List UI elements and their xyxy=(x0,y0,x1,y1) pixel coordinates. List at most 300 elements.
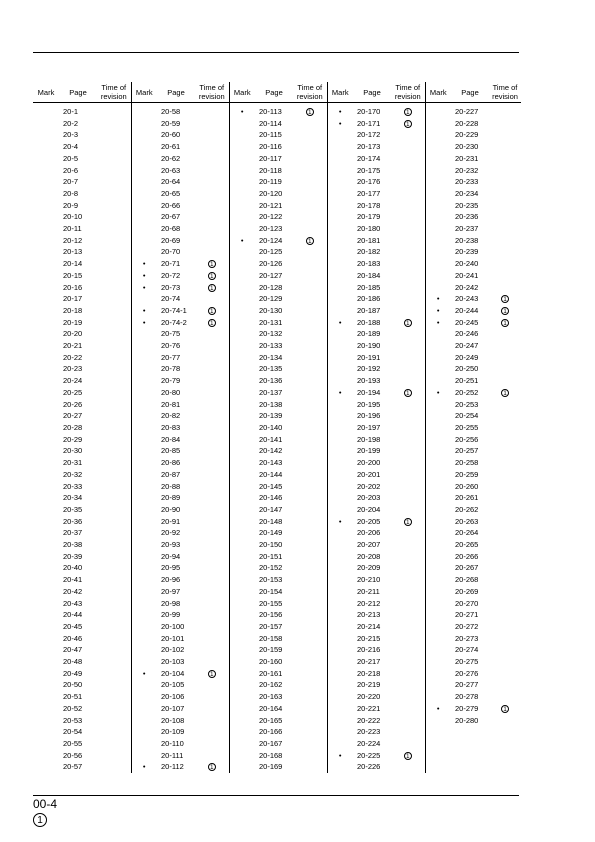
page-cell: 20-85 xyxy=(161,446,181,456)
page-cell: 20-186 xyxy=(357,294,381,304)
revision-cell xyxy=(391,434,425,446)
mark-cell xyxy=(33,539,59,551)
page-cell: 20-71 xyxy=(161,259,181,269)
mark-cell xyxy=(33,586,59,598)
page-cell: 20-206 xyxy=(357,528,381,538)
page-cell: 20-175 xyxy=(357,165,381,175)
revision-cell xyxy=(293,176,327,188)
page-cell: 20-95 xyxy=(161,563,181,573)
revision-cell xyxy=(97,200,131,212)
mark-cell xyxy=(327,469,353,481)
mark-cell xyxy=(33,129,59,141)
mark-cell xyxy=(33,609,59,621)
mark-cell xyxy=(425,176,451,188)
table-row xyxy=(33,422,521,434)
revision-cell xyxy=(195,726,229,738)
table-row xyxy=(33,282,521,294)
revision-cell xyxy=(391,399,425,411)
table-row xyxy=(33,574,521,586)
revision-cell xyxy=(293,293,327,305)
table-row xyxy=(33,328,521,340)
revision-cell xyxy=(195,551,229,563)
revision-cell xyxy=(195,668,229,680)
page-cell: 20-194 xyxy=(357,387,381,397)
revision-cell xyxy=(391,282,425,294)
page-cell: 20-88 xyxy=(161,481,181,491)
mark-cell xyxy=(327,691,353,703)
revision-cell xyxy=(195,445,229,457)
revision-cell xyxy=(195,375,229,387)
mark-cell xyxy=(425,668,451,680)
page-cell: 20-219 xyxy=(357,680,381,690)
page-cell: 20-162 xyxy=(259,680,283,690)
page-cell: 20-102 xyxy=(161,645,185,655)
page-cell: 20-123 xyxy=(259,224,283,234)
revision-cell xyxy=(293,103,327,118)
mark-cell xyxy=(131,574,157,586)
page-cell: 20-182 xyxy=(357,247,381,257)
revision-cell xyxy=(391,551,425,563)
revision-cell xyxy=(97,141,131,153)
mark-cell xyxy=(327,586,353,598)
revision-cell xyxy=(195,750,229,762)
revision-cell xyxy=(195,621,229,633)
mark-cell xyxy=(229,422,255,434)
revision-cell xyxy=(489,633,521,645)
page-cell: 20-151 xyxy=(259,551,283,561)
mark-cell xyxy=(33,516,59,528)
mark-cell xyxy=(33,352,59,364)
mark-cell xyxy=(229,141,255,153)
mark-cell xyxy=(425,235,451,247)
revision-cell xyxy=(489,492,521,504)
page-cell: 20-2 xyxy=(63,118,79,128)
page-cell: 20-33 xyxy=(63,481,83,491)
page-cell: 20-17 xyxy=(63,294,83,304)
table-row xyxy=(33,317,521,329)
page-cell: 20-204 xyxy=(357,504,381,514)
mark-cell xyxy=(131,633,157,645)
page-cell: 20-52 xyxy=(63,703,83,713)
mark-cell xyxy=(131,141,157,153)
page-cell: 20-54 xyxy=(63,727,83,737)
table-row xyxy=(33,188,521,200)
revision-cell xyxy=(489,562,521,574)
page-cell: 20-141 xyxy=(259,434,283,444)
page-cell: 20-44 xyxy=(63,610,83,620)
mark-cell xyxy=(131,153,157,165)
revision-cell xyxy=(489,422,521,434)
table-row xyxy=(33,399,521,411)
revision-cell xyxy=(97,574,131,586)
page-cell: 20-165 xyxy=(259,715,283,725)
revision-cell xyxy=(195,270,229,282)
mark-cell xyxy=(131,223,157,235)
mark-cell xyxy=(425,738,451,750)
page-cell: 20-262 xyxy=(455,504,479,514)
page-cell: 20-128 xyxy=(259,282,283,292)
mark-cell xyxy=(425,399,451,411)
mark-cell xyxy=(425,246,451,258)
mark-cell xyxy=(425,691,451,703)
revision-cell xyxy=(391,153,425,165)
page-cell: 20-247 xyxy=(455,341,479,351)
revision-cell xyxy=(195,761,229,773)
mark-cell xyxy=(33,492,59,504)
table-row xyxy=(33,668,521,680)
mark-cell xyxy=(131,656,157,668)
mark-cell xyxy=(131,457,157,469)
mark-cell xyxy=(425,457,451,469)
page-cell: 20-201 xyxy=(357,469,381,479)
page-cell: 20-3 xyxy=(63,130,79,140)
mark-cell xyxy=(425,562,451,574)
mark-cell xyxy=(425,609,451,621)
mark-cell xyxy=(229,258,255,270)
table-row xyxy=(33,481,521,493)
page-cell: 20-239 xyxy=(455,247,479,257)
mark-cell xyxy=(33,176,59,188)
revision-cell xyxy=(391,691,425,703)
page-cell: 20-38 xyxy=(63,540,83,550)
mark-cell xyxy=(131,340,157,352)
table-row xyxy=(33,153,521,165)
page-cell: 20-146 xyxy=(259,493,283,503)
page-cell: 20-68 xyxy=(161,224,181,234)
mark-cell xyxy=(229,574,255,586)
mark-cell xyxy=(425,492,451,504)
page-cell: 20-244 xyxy=(455,305,479,315)
mark-cell xyxy=(229,715,255,727)
mark-cell xyxy=(327,293,353,305)
page-cell: 20-74 xyxy=(161,294,181,304)
revision-cell xyxy=(489,598,521,610)
mark-cell xyxy=(33,750,59,762)
page-cell: 20-246 xyxy=(455,329,479,339)
page-cell: 20-238 xyxy=(455,235,479,245)
page-cell: 20-19 xyxy=(63,317,83,327)
mark-cell xyxy=(425,211,451,223)
page-cell: 20-161 xyxy=(259,668,283,678)
page-cell: 20-100 xyxy=(161,621,185,631)
page-cell: 20-136 xyxy=(259,376,283,386)
header-time-line1: Time of xyxy=(297,83,323,92)
page-cell: 20-274 xyxy=(455,645,479,655)
revision-cell xyxy=(391,375,425,387)
page-cell: 20-137 xyxy=(259,387,283,397)
revision-cell xyxy=(391,235,425,247)
mark-cell xyxy=(327,644,353,656)
page-cell: 20-36 xyxy=(63,516,83,526)
page-cell: 20-15 xyxy=(63,270,83,280)
mark-cell: • xyxy=(436,305,440,315)
page-cell: 20-30 xyxy=(63,446,83,456)
mark-cell xyxy=(229,363,255,375)
revision-cell xyxy=(195,103,229,118)
page-cell: 20-84 xyxy=(161,434,181,444)
page-cell: 20-158 xyxy=(259,633,283,643)
page-cell: 20-119 xyxy=(259,177,282,187)
mark-cell xyxy=(327,445,353,457)
revision-circle: 1 xyxy=(306,108,314,116)
page-cell: 20-112 xyxy=(161,762,184,772)
mark-cell xyxy=(131,387,157,399)
mark-cell xyxy=(229,375,255,387)
mark-cell: • xyxy=(142,762,146,772)
revision-cell xyxy=(97,457,131,469)
page-cell: 20-178 xyxy=(357,200,381,210)
revision-cell xyxy=(391,621,425,633)
revision-cell xyxy=(195,679,229,691)
mark-cell xyxy=(229,305,255,317)
table-row xyxy=(33,586,521,598)
revision-cell xyxy=(489,656,521,668)
page-cell: 20-83 xyxy=(161,422,181,432)
page-cell: 20-242 xyxy=(455,282,479,292)
revision-cell xyxy=(489,726,521,738)
page-cell: 20-190 xyxy=(357,341,381,351)
table-row xyxy=(33,200,521,212)
mark-cell xyxy=(131,738,157,750)
mark-cell xyxy=(229,621,255,633)
mark-cell xyxy=(229,586,255,598)
mark-cell xyxy=(33,527,59,539)
revision-cell xyxy=(489,153,521,165)
revision-cell xyxy=(293,726,327,738)
page-cell: 20-14 xyxy=(63,259,83,269)
page-cell: 20-97 xyxy=(161,586,181,596)
mark-cell xyxy=(33,434,59,446)
mark-cell xyxy=(131,469,157,481)
mark-cell xyxy=(229,340,255,352)
page-cell: 20-233 xyxy=(455,177,479,187)
page-cell: 20-184 xyxy=(357,270,381,280)
page-cell: 20-145 xyxy=(259,481,283,491)
page-cell: 20-143 xyxy=(259,458,283,468)
revision-cell xyxy=(97,481,131,493)
revision-cell xyxy=(195,481,229,493)
page-cell: 20-124 xyxy=(259,235,283,245)
page-cell: 20-234 xyxy=(455,188,479,198)
revision-cell xyxy=(489,703,521,715)
page-cell: 20-39 xyxy=(63,551,83,561)
table-row xyxy=(33,738,521,750)
mark-cell xyxy=(131,539,157,551)
revision-cell xyxy=(97,293,131,305)
header-time-line2: revision xyxy=(492,92,518,101)
revision-cell xyxy=(97,223,131,235)
mark-cell xyxy=(425,141,451,153)
mark-cell: • xyxy=(338,118,342,128)
revision-cell xyxy=(195,211,229,223)
revision-cell xyxy=(391,422,425,434)
mark-cell xyxy=(327,492,353,504)
revision-cell xyxy=(391,761,425,773)
page-cell: 20-168 xyxy=(259,750,283,760)
revision-cell xyxy=(293,305,327,317)
mark-cell xyxy=(425,481,451,493)
revision-cell xyxy=(293,703,327,715)
table-row xyxy=(33,691,521,703)
table-row xyxy=(33,516,521,528)
revision-cell xyxy=(391,539,425,551)
page-cell: 20-56 xyxy=(63,750,83,760)
page-cell: 20-217 xyxy=(357,657,381,667)
page-cell: 20-140 xyxy=(259,422,283,432)
page-cell: 20-114 xyxy=(259,118,282,128)
table-row xyxy=(33,504,521,516)
revision-cell xyxy=(97,586,131,598)
mark-cell xyxy=(131,188,157,200)
revision-cell xyxy=(195,340,229,352)
mark-cell xyxy=(327,282,353,294)
page-cell: 20-28 xyxy=(63,422,83,432)
mark-cell xyxy=(327,165,353,177)
revision-cell xyxy=(391,644,425,656)
header-mark: Mark xyxy=(425,82,451,103)
revision-cell xyxy=(97,235,131,247)
mark-cell xyxy=(425,129,451,141)
revision-cell xyxy=(195,492,229,504)
page-cell: 20-105 xyxy=(161,680,185,690)
mark-cell xyxy=(229,539,255,551)
revision-cell xyxy=(195,118,229,130)
mark-cell xyxy=(33,200,59,212)
table-row xyxy=(33,223,521,235)
mark-cell xyxy=(33,574,59,586)
revision-cell xyxy=(97,761,131,773)
page-cell: 20-169 xyxy=(259,762,283,772)
table-row xyxy=(33,235,521,247)
mark-cell xyxy=(33,246,59,258)
mark-cell xyxy=(229,656,255,668)
page-cell: 20-269 xyxy=(455,586,479,596)
page-cell: 20-210 xyxy=(357,575,381,585)
page-cell: 20-255 xyxy=(455,422,479,432)
page-cell: 20-232 xyxy=(455,165,479,175)
table-row xyxy=(33,305,521,317)
revision-cell xyxy=(97,328,131,340)
revision-cell xyxy=(489,270,521,282)
mark-cell xyxy=(33,282,59,294)
page-cell: 20-32 xyxy=(63,469,83,479)
page-cell: 20-6 xyxy=(63,165,79,175)
table-row xyxy=(33,211,521,223)
mark-cell xyxy=(229,644,255,656)
revision-cell xyxy=(195,434,229,446)
mark-cell xyxy=(33,363,59,375)
table-row xyxy=(33,609,521,621)
table-row xyxy=(33,715,521,727)
revision-cell xyxy=(391,129,425,141)
mark-cell: • xyxy=(142,270,146,280)
mark-cell: • xyxy=(436,703,440,713)
mark-cell xyxy=(131,703,157,715)
revision-cell xyxy=(293,457,327,469)
revision-cell xyxy=(391,562,425,574)
page-cell: 20-129 xyxy=(259,294,283,304)
mark-cell xyxy=(33,258,59,270)
page-cell: 20-222 xyxy=(357,715,381,725)
revision-circle-symbol: 1 xyxy=(33,813,47,827)
revision-cell xyxy=(195,691,229,703)
revision-cell xyxy=(293,422,327,434)
page-cell: 20-37 xyxy=(63,528,83,538)
revision-cell xyxy=(97,609,131,621)
mark-cell xyxy=(131,328,157,340)
revision-cell xyxy=(293,481,327,493)
mark-cell xyxy=(229,223,255,235)
revision-cell xyxy=(293,621,327,633)
revision-cell xyxy=(489,317,521,329)
revision-cell xyxy=(97,129,131,141)
mark-cell xyxy=(131,621,157,633)
mark-cell xyxy=(229,703,255,715)
mark-cell xyxy=(131,410,157,422)
mark-cell xyxy=(425,375,451,387)
mark-cell xyxy=(229,282,255,294)
mark-cell xyxy=(33,328,59,340)
revision-cell xyxy=(97,644,131,656)
mark-cell xyxy=(131,691,157,703)
revision-cell xyxy=(195,656,229,668)
page-cell: 20-72 xyxy=(161,270,181,280)
mark-cell xyxy=(327,703,353,715)
mark-cell xyxy=(33,387,59,399)
mark-cell xyxy=(229,328,255,340)
mark-cell xyxy=(425,761,451,773)
header-time-line1: Time of xyxy=(492,83,518,92)
revision-cell xyxy=(195,165,229,177)
table-row xyxy=(33,633,521,645)
mark-cell xyxy=(229,679,255,691)
mark-cell xyxy=(229,246,255,258)
revision-circle: 1 xyxy=(208,307,216,315)
mark-cell xyxy=(229,481,255,493)
revision-cell xyxy=(489,399,521,411)
page-cell: 20-250 xyxy=(455,364,479,374)
table-row xyxy=(33,118,521,130)
revision-cell xyxy=(391,293,425,305)
page-cell: 20-196 xyxy=(357,411,381,421)
mark-cell xyxy=(33,551,59,563)
revision-cell xyxy=(97,399,131,411)
mark-cell xyxy=(33,668,59,680)
page-cell: 20-212 xyxy=(357,598,381,608)
mark-cell xyxy=(229,118,255,130)
mark-cell xyxy=(33,633,59,645)
revision-cell xyxy=(489,457,521,469)
header-time-of-revision xyxy=(195,82,229,103)
revision-cell xyxy=(97,211,131,223)
page-cell: 20-70 xyxy=(161,247,181,257)
mark-cell xyxy=(327,633,353,645)
revision-circle: 1 xyxy=(404,752,412,760)
revision-cell xyxy=(391,246,425,258)
mark-cell xyxy=(229,469,255,481)
revision-circle: 1 xyxy=(404,389,412,397)
revision-cell xyxy=(293,270,327,282)
page-cell: 20-79 xyxy=(161,376,181,386)
mark-cell xyxy=(327,598,353,610)
revision-cell xyxy=(489,188,521,200)
table-row xyxy=(33,258,521,270)
page-cell: 20-98 xyxy=(161,598,181,608)
mark-cell xyxy=(327,200,353,212)
page-cell: 20-25 xyxy=(63,387,83,397)
mark-cell xyxy=(425,551,451,563)
page-cell: 20-135 xyxy=(259,364,283,374)
